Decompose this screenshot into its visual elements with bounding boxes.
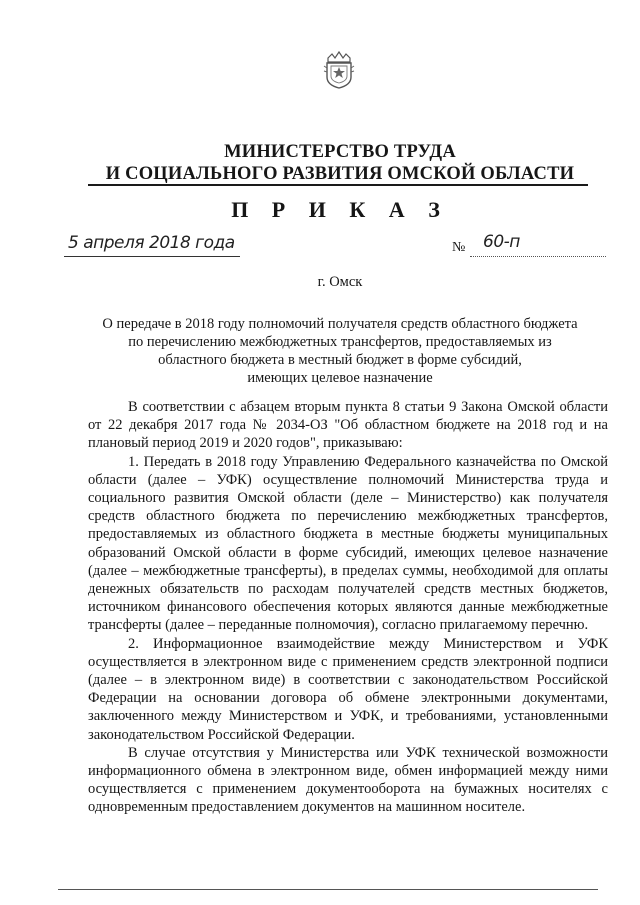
coat-of-arms-icon bbox=[322, 50, 356, 90]
order-subject bbox=[80, 315, 600, 387]
ministry-name-line2: И СОЦИАЛЬНОГО РАЗВИТИЯ ОМСКОЙ ОБЛАСТИ bbox=[105, 164, 575, 184]
body-paragraph-preamble: В соответствии с абзацем вторым пункта 8 статьи 9 Закона Омской области от 22 декабря 2017 года № 2034-ОЗ "Об областном бюджете на 2018 год и на плановый период 2019 и 2020 годов", приказываю: bbox=[88, 399, 608, 452]
document-type-title: П Р И К А З bbox=[231, 197, 449, 222]
subject-line: имеющих целевое назначение bbox=[247, 370, 433, 386]
order-number-label: № bbox=[452, 240, 466, 255]
body-paragraph-item-2-continued: В случае отсутствия у Министерства или УФК технической возможности информационного обмена в электронном виде, обмен информацией между ними осуществляется с применением документооборота на бумажных носителях с одновременным предоставлением документов на машинном носителе. bbox=[88, 744, 608, 816]
order-body bbox=[88, 398, 608, 817]
subject-line: по перечислению межбюджетных трансфертов, предоставляемых из bbox=[128, 334, 552, 350]
date-underline bbox=[64, 256, 240, 257]
body-paragraph-item-2: 2. Информационное взаимодействие между Министерством и УФК осуществляется в электронном виде с применением средств электронной подписи (далее – в электронном виде) в соответствии с законодательством Российской Федерации на основании договора об обмене электронными документами, заключенного между Министерством и УФК, и требованиями, установленными законодательством Российской Федерации. bbox=[88, 635, 608, 743]
order-number: 60-п bbox=[483, 232, 520, 252]
order-date: 5 апреля 2018 года bbox=[68, 233, 235, 253]
page-bottom-rule bbox=[58, 889, 598, 890]
header-rule bbox=[88, 184, 588, 186]
number-underline bbox=[470, 256, 606, 257]
city: г. Омск bbox=[317, 274, 363, 290]
subject-line: областного бюджета в местный бюджет в форме субсидий, bbox=[158, 352, 522, 368]
body-paragraph-item-1: 1. Передать в 2018 году Управлению Федерального казначейства по Омской области (далее – УФК) осуществление полномочий Министерства труда и социального развития Омской области (деле – Министерство) как получателя средств областного бюджета по перечислению межбюджетных трансфертов, предоставляемых из областного бюджета в местные бюджеты муниципальных образований Омской области в форме субсидий, имеющих целевое назначение (далее – межбюджетные трансферты), в пределах суммы, необходимой для оплаты денежных обязательств по расходам получателей средств местных бюджетов, источником финансового обеспечения которых являются данные межбюджетные трансферты (далее – переданные полномочия), согласно прилагаемому перечню. bbox=[88, 453, 608, 634]
subject-line: О передаче в 2018 году полномочий получателя средств областного бюджета bbox=[102, 316, 578, 332]
ministry-name-line1: МИНИСТЕРСТВО ТРУДА bbox=[224, 142, 456, 162]
